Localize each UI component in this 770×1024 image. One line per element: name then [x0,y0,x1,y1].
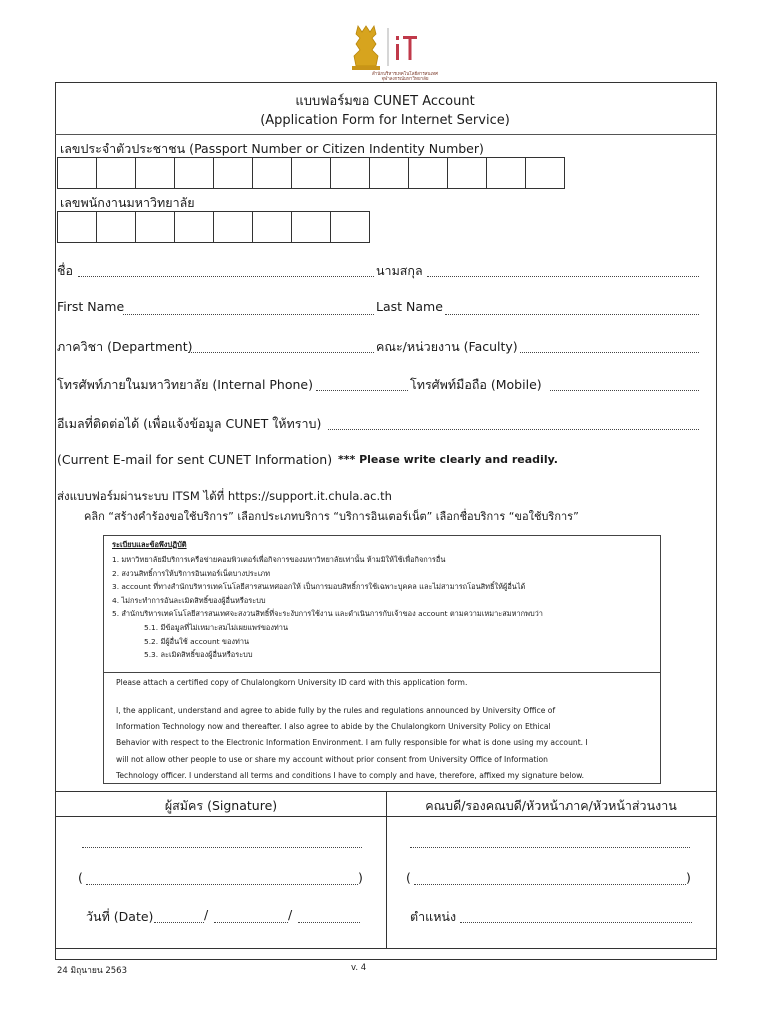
passport-number-boxes[interactable] [57,157,565,189]
applicant-name-field[interactable] [86,884,358,885]
digit-box[interactable] [252,157,292,189]
position-label: ตำแหน่ง [410,909,457,924]
consent-line: will not allow other people to use or share my account without prior consent from University Office of Information [116,754,548,764]
date-label: วันที่ (Date) [86,909,154,924]
footer-date: 24 มิถุนายน 2563 [57,966,127,976]
internal-phone-field[interactable] [316,390,408,391]
submission-line-2: คลิก “สร้างคำร้องขอใช้บริการ” เลือกประเภทบริการ “บริการอินเตอร์เน็ต” เลือกชื่อบริการ “ขอใช้บริการ” [84,510,579,523]
approver-paren-open: ( [406,870,411,885]
rule-subitem: 5.3. ละเมิดสิทธิ์ของผู้อื่นหรือระบบ [144,650,253,660]
attach-id-note: Please attach a certified copy of Chulalongkorn University ID card with this application form. [116,678,468,687]
faculty-label: คณะ/หน่วยงาน (Faculty) [376,339,518,354]
rule-item: 1. มหาวิทยาลัยมีบริการเครือข่ายคอมพิวเตอร์เพื่อกิจการของมหาวิทยาลัยเท่านั้น ห้ามมิให้ใช้เพื่อกิจการอื่น [112,555,446,564]
digit-box[interactable] [369,157,409,189]
rule-item: 3. account ที่ทางสำนักบริหารเทคโนโลยีสารสนเทศออกให้ เป็นการมอบสิทธิ์การใช้เฉพาะบุคคล และไม่สามารถโอนสิทธิ์ให้ผู้อื่นได้ [112,582,526,592]
approver-signature-line[interactable] [410,847,690,848]
rule-item: 5. สำนักบริหารเทคโนโลยีสารสนเทศจะสงวนสิทธิ์ที่จะระงับการใช้งาน และดำเนินการกับเจ้าของ account ตามความเหมาะสมหากพบว่า [112,609,543,619]
email-field[interactable] [328,429,699,430]
digit-box[interactable] [213,157,253,189]
date-slash-1: / [204,907,209,922]
date-day-field[interactable] [154,922,204,923]
last-name-en-field[interactable] [445,314,699,315]
logo-caption-line-1: สำนักบริหารเทคโนโลยีสารสนเทศ [372,72,438,77]
logo [346,22,476,84]
approver-paren-close: ) [686,870,691,885]
consent-box [103,672,661,784]
consent-line: Technology officer. I understand all terms and conditions I have to comply and have, therefore, affixed my signature below. [116,770,585,780]
digit-box[interactable] [135,211,175,243]
chula-emblem-icon [346,22,456,72]
approver-signature-header: คณบดี/รองคณบดี/หัวหน้าภาค/หัวหน้าส่วนงาน [425,798,677,813]
date-year-field[interactable] [298,922,360,923]
rule-item: 2. สงวนสิทธิ์การให้บริการอินเทอร์เน็ตบางประเภท [112,568,270,578]
rule-item: 4. ไม่กระทำการอันละเมิดสิทธิ์ของผู้อื่นหรือระบบ [112,595,266,605]
logo-caption-line-2: จุฬาลงกรณ์มหาวิทยาลัย [381,77,429,82]
applicant-paren-open: ( [78,870,83,885]
date-slash-2: / [288,907,293,922]
first-name-th-label: ชื่อ [57,263,73,278]
first-name-en-field[interactable] [123,314,374,315]
applicant-signature-line[interactable] [82,847,362,848]
digit-box[interactable] [57,211,97,243]
internal-phone-label: โทรศัพท์ภายในมหาวิทยาลัย (Internal Phone) [57,377,313,392]
title-divider [55,134,717,135]
last-name-th-field[interactable] [427,276,699,277]
digit-box[interactable] [57,157,97,189]
mobile-label: โทรศัพท์มือถือ (Mobile) [410,377,542,392]
rules-list [112,553,543,662]
rule-subitem: 5.1. มีข้อมูลที่ไม่เหมาะสมไม่เผยแพร่ของท่าน [144,622,289,632]
digit-box[interactable] [135,157,175,189]
rules-heading: ระเบียบและข้อพึงปฏิบัติ [112,540,187,549]
rules-box [103,535,661,673]
department-label: ภาควิชา (Department) [57,339,193,354]
first-name-en-label: First Name [57,299,125,314]
digit-box[interactable] [174,157,214,189]
digit-box[interactable] [486,157,526,189]
digit-box[interactable] [330,211,370,243]
consent-line: I, the applicant, understand and agree to abide fully by the rules and regulations announced by University Office of [116,706,556,715]
applicant-signature-header: ผู้สมัคร (Signature) [164,798,278,813]
digit-box[interactable] [96,211,136,243]
first-name-th-field[interactable] [78,276,374,277]
logo-caption [346,72,464,82]
title-thai: แบบฟอร์มขอ CUNET Account [295,94,475,109]
digit-box[interactable] [96,157,136,189]
email-en-label: (Current E-mail for sent CUNET Information) [57,452,333,467]
email-th-label: อีเมลที่ติดต่อได้ (เพื่อแจ้งข้อมูล CUNET ให้ทราบ) [57,416,322,431]
digit-box[interactable] [252,211,292,243]
digit-box[interactable] [174,211,214,243]
staff-number-label: เลขพนักงานมหาวิทยาลัย [60,195,195,210]
digit-box[interactable] [408,157,448,189]
write-clearly-note: *** Please write clearly and readily. [338,453,558,466]
date-month-field[interactable] [214,922,288,923]
consent-line: Behavior with respect to the Electronic Information Environment. I am fully responsible for what is done using my account. I [116,738,588,748]
title-english: (Application Form for Internet Service) [260,113,510,128]
last-name-th-label: นามสกุล [376,263,423,278]
signature-table [55,791,717,949]
last-name-en-label: Last Name [376,299,443,314]
consent-statement [116,703,588,784]
submission-line-1: ส่งแบบฟอร์มผ่านระบบ ITSM ได้ที่ https://support.it.chula.ac.th [57,489,392,503]
digit-box[interactable] [213,211,253,243]
applicant-paren-close: ) [358,870,363,885]
mobile-field[interactable] [550,390,699,391]
staff-number-boxes[interactable] [57,211,370,243]
position-field[interactable] [460,922,692,923]
digit-box[interactable] [291,211,331,243]
approver-name-field[interactable] [414,884,686,885]
footer-version: v. 4 [351,963,367,973]
faculty-field[interactable] [520,352,699,353]
department-field[interactable] [188,352,374,353]
digit-box[interactable] [291,157,331,189]
passport-label: เลขประจำตัวประชาชน (Passport Number or Citizen Indentity Number) [60,141,484,156]
digit-box[interactable] [447,157,487,189]
consent-line: Information Technology now and thereafter. I also agree to abide by the Chulalongkorn University Policy on Ethical [116,722,551,732]
digit-box[interactable] [330,157,370,189]
rule-subitem: 5.2. มีผู้อื่นใช้ account ของท่าน [144,636,250,646]
digit-box[interactable] [525,157,565,189]
